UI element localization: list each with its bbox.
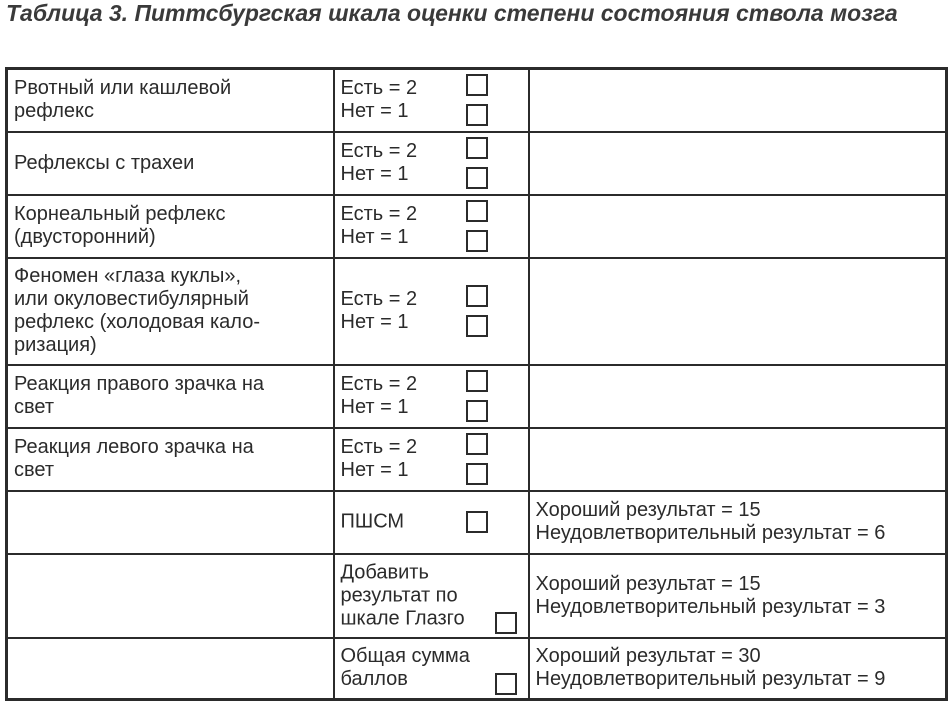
criterion-label: (двусторонний) [14, 226, 156, 248]
criterion-cell [7, 132, 334, 195]
criterion-cell [7, 69, 334, 132]
checkbox-no[interactable] [466, 400, 488, 422]
option-yes-label: Есть = 2 [340, 140, 418, 162]
criterion-label: свет [14, 459, 55, 481]
table-row [7, 132, 947, 195]
checkbox-no[interactable] [466, 104, 488, 126]
pittsburgh-scale-table [5, 67, 948, 701]
table-title: Таблица 3. Питтсбургская шкала оценки степени состояния ствола мозга [6, 0, 898, 26]
summary-label: Добавить [340, 561, 429, 583]
criterion-label: рефлекс (холодовая кало- [14, 311, 260, 333]
table-row [7, 428, 947, 491]
options-cell [334, 258, 529, 365]
criterion-cell [7, 365, 334, 428]
option-no-label: Нет = 1 [340, 100, 409, 123]
criterion-label: ризация) [14, 334, 97, 356]
options-cell [334, 195, 529, 258]
bad-result: Неудовлетворительный результат = 3 [535, 595, 886, 618]
checkbox-no[interactable] [466, 230, 488, 252]
checkbox-no[interactable] [466, 167, 488, 189]
empty-cell [529, 69, 947, 132]
summary-label-cell [334, 638, 529, 700]
summary-label: шкале Глазго [340, 607, 465, 629]
empty-cell [7, 491, 334, 554]
result-cell [529, 638, 947, 700]
summary-label: баллов [340, 668, 408, 691]
option-yes-label: Есть = 2 [340, 203, 418, 225]
table-row [7, 195, 947, 258]
option-yes-label: Есть = 2 [340, 77, 418, 100]
bad-result: Неудовлетворительный результат = 6 [535, 522, 886, 544]
table-row [7, 638, 947, 700]
checkbox-sum[interactable] [495, 673, 517, 695]
option-no-label: Нет = 1 [340, 226, 409, 248]
summary-label: Общая сумма [340, 645, 470, 668]
criterion-label: Рефлексы с трахеи [14, 151, 195, 174]
empty-cell [529, 428, 947, 491]
criterion-label: Реакция левого зрачка на [14, 436, 254, 458]
table-row [7, 491, 947, 554]
option-yes-label: Есть = 2 [340, 373, 418, 395]
option-no-label: Нет = 1 [340, 163, 409, 185]
criterion-label: Рвотный или кашлевой [14, 77, 232, 100]
checkbox-yes[interactable] [466, 74, 488, 96]
summary-label-cell [334, 554, 529, 638]
checkbox-yes[interactable] [466, 433, 488, 455]
good-result: Хороший результат = 15 [535, 499, 761, 521]
table-row [7, 365, 947, 428]
checkbox-yes[interactable] [466, 200, 488, 222]
criterion-label: Феномен «глаза куклы», [14, 265, 242, 287]
criterion-cell [7, 428, 334, 491]
empty-cell [7, 554, 334, 638]
checkbox-no[interactable] [466, 463, 488, 485]
option-no-label: Нет = 1 [340, 311, 409, 333]
options-cell [334, 365, 529, 428]
empty-cell [7, 638, 334, 700]
option-yes-label: Есть = 2 [340, 288, 418, 310]
checkbox-yes[interactable] [466, 285, 488, 307]
checkbox-glasgow[interactable] [495, 612, 517, 634]
option-yes-label: Есть = 2 [340, 436, 418, 458]
criterion-label: рефлекс [14, 100, 95, 123]
summary-label: ПШСМ [340, 510, 405, 533]
empty-cell [529, 365, 947, 428]
checkbox-yes[interactable] [466, 137, 488, 159]
criterion-label: Корнеальный рефлекс [14, 203, 226, 225]
result-cell [529, 491, 947, 554]
criterion-label: Реакция правого зрачка на [14, 373, 265, 395]
criterion-cell [7, 258, 334, 365]
criterion-cell [7, 195, 334, 258]
good-result: Хороший результат = 15 [535, 572, 761, 595]
good-result: Хороший результат = 30 [535, 645, 761, 668]
empty-cell [529, 132, 947, 195]
table-row [7, 554, 947, 638]
checkbox-total[interactable] [466, 511, 488, 533]
options-cell [334, 69, 529, 132]
summary-label: результат по [340, 584, 458, 606]
summary-label-cell [334, 491, 529, 554]
options-cell [334, 428, 529, 491]
empty-cell [529, 258, 947, 365]
bad-result: Неудовлетворительный результат = 9 [535, 668, 886, 691]
result-cell [529, 554, 947, 638]
options-cell [334, 132, 529, 195]
criterion-label: свет [14, 396, 55, 418]
checkbox-no[interactable] [466, 315, 488, 337]
option-no-label: Нет = 1 [340, 459, 409, 481]
empty-cell [529, 195, 947, 258]
checkbox-yes[interactable] [466, 370, 488, 392]
criterion-label: или окуловестибулярный [14, 288, 249, 310]
table-row [7, 258, 947, 365]
table-row [7, 69, 947, 132]
option-no-label: Нет = 1 [340, 396, 409, 418]
